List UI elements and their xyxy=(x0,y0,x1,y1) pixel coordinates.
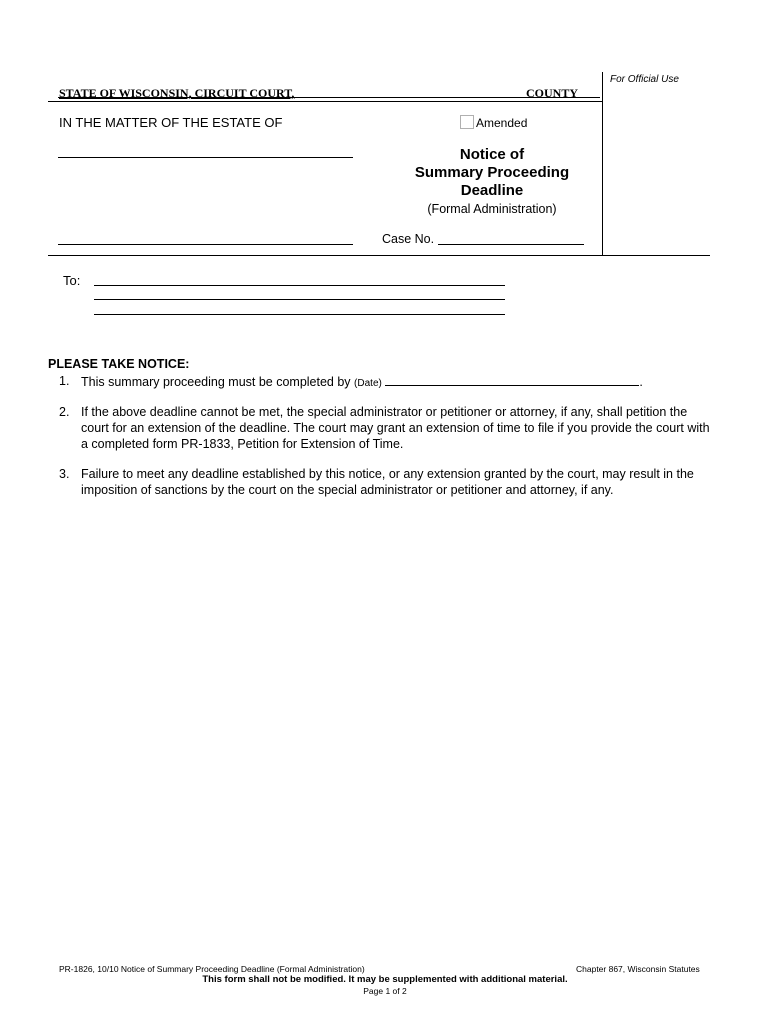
item-number: 2. xyxy=(59,405,70,419)
estate-of-label: IN THE MATTER OF THE ESTATE OF xyxy=(59,115,283,130)
case-number-field[interactable] xyxy=(438,244,584,245)
to-field-line-3[interactable] xyxy=(94,314,505,315)
item-number: 3. xyxy=(59,467,70,481)
title-line-2: Summary Proceeding xyxy=(414,164,570,181)
amended-checkbox[interactable] xyxy=(460,115,474,129)
court-name: STATE OF WISCONSIN, CIRCUIT COURT, xyxy=(59,86,295,100)
footer-page-number: Page 1 of 2 xyxy=(363,986,407,996)
official-use-divider xyxy=(602,72,603,256)
notice-heading: PLEASE TAKE NOTICE: xyxy=(48,357,190,371)
decedent-name-field-2[interactable] xyxy=(58,244,353,245)
item-text xyxy=(81,373,711,392)
to-label: To: xyxy=(63,273,81,288)
title-line-1: Notice of xyxy=(459,146,525,163)
deadline-date-field[interactable] xyxy=(385,373,639,386)
footer-form-id: PR-1826, 10/10 Notice of Summary Proceeding Deadline (Formal Administration) xyxy=(59,964,365,974)
caption-bottom-rule xyxy=(48,255,710,256)
to-field-line-1[interactable] xyxy=(94,285,505,286)
to-field-line-2[interactable] xyxy=(94,299,505,300)
amended-label: Amended xyxy=(476,116,528,130)
county-label: COUNTY xyxy=(526,86,579,100)
date-label: (Date) xyxy=(354,378,382,389)
title-line-3: Deadline xyxy=(460,182,524,199)
item-text: If the above deadline cannot be met, the special administrator or petitioner or attorney, if any, shall petition the court for an extension of the deadline. The court may grant an extension of time to file if you provide the court with a completed form PR-1833, Petition for Extension of Time. xyxy=(81,405,710,451)
item-number: 1. xyxy=(59,374,70,388)
item-text: Failure to meet any deadline established by this notice, or any extension granted by the court, may result in the imposition of sanctions by the court on the special administrator or petitioner and attorney, if any. xyxy=(81,467,694,497)
decedent-name-field[interactable] xyxy=(58,157,353,158)
footer-warning: This form shall not be modified. It may be supplemented with additional material. xyxy=(202,974,568,985)
court-rule xyxy=(48,101,602,102)
title-subtitle: (Formal Administration) xyxy=(427,202,557,216)
item-text-before: This summary proceeding must be completed by xyxy=(81,375,351,389)
form-title xyxy=(392,146,592,218)
item-text-after: . xyxy=(639,375,643,389)
official-use-label: For Official Use xyxy=(610,74,679,85)
footer-statute: Chapter 867, Wisconsin Statutes xyxy=(576,964,700,974)
case-number-label: Case No. xyxy=(382,232,435,246)
